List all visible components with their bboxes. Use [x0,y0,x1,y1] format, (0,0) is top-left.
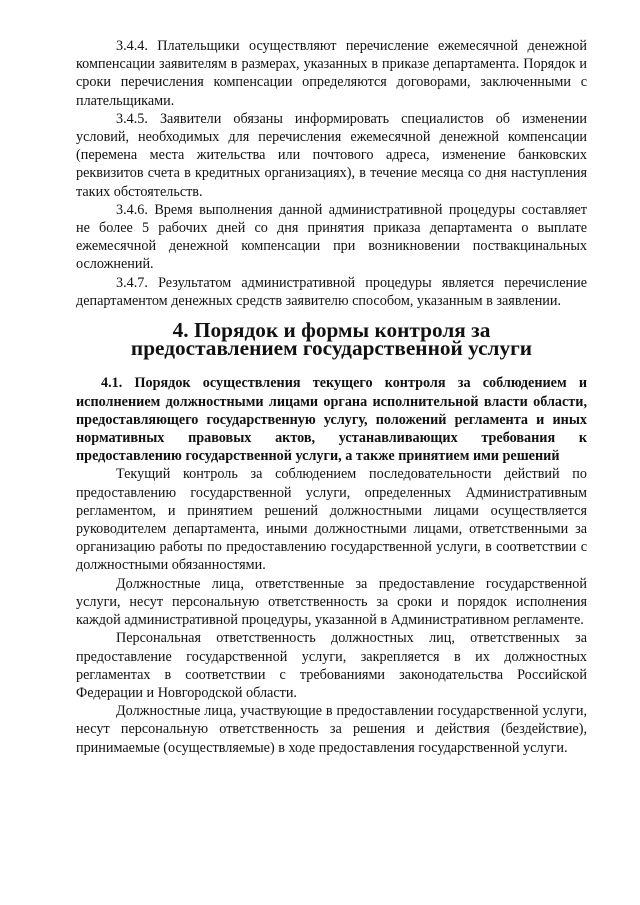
paragraph-participating-officials: Должностные лица, участвующие в предоставлении государственной услуги, несут персональную ответственность за решения и действия (бездействие), принимаемые (осуществляемые) в ходе предоставления государственной услуги. [76,703,587,756]
section-4-title [76,318,587,361]
paragraph-current-control: Текущий контроль за соблюдением последовательности действий по предоставлению государственной услуги, определенных Административным регламентом, и принятием решений должностными лицами осуществляется руководителем департамента, иными должностными лицами, ответственными за организацию работы по предоставлению государственной услуги, в соответствии с должностными обязанностями. [76,466,587,574]
section-4-title-line-1: 4. Порядок и формы контроля за [172,318,491,343]
paragraph-personal-responsibility: Персональная ответственность должностных лиц, ответственных за предоставление государственной услуги, закрепляется в их должностных регламентах в соответствии с требованиями законодательства Российской Федерации и Новгородской области. [76,630,587,701]
paragraph-3-4-5: 3.4.5. Заявители обязаны информировать специалистов об изменении условий, необходимых для перечисления ежемесячной денежной компенсации (перемена места жительства или почтового адреса, изменение банковских реквизитов счета в кредитных организациях), в течение месяца со дня наступления таких обстоятельств. [76,110,587,200]
paragraph-3-4-4: 3.4.4. Плательщики осуществляют перечисление ежемесячной денежной компенсации заявителям в размерах, указанных в приказе департамента. Порядок и сроки перечисления компенсации определяются договорами, заключенными с плательщиками. [76,38,587,109]
paragraph-3-4-7: 3.4.7. Результатом административной процедуры является перечисление департаментом денежных средств заявителю способом, указанным в заявлении. [76,274,587,309]
paragraph-officials-responsibility: Должностные лица, ответственные за предоставление государственной услуги, несут персональную ответственность за сроки и порядок исполнения каждой административной процедуры, указанной в Административном регламенте. [76,575,587,629]
section-4-title-line-2: предоставлением государственной услуги [130,336,533,361]
paragraph-3-4-6: 3.4.6. Время выполнения данной административной процедуры составляет не более 5 рабочих дней со дня принятия приказа департамента о выплате ежемесячной денежной компенсации при возникновении поствакцинальных осложнений. [76,201,587,273]
document-page [76,37,587,757]
subsection-4-1-title: 4.1. Порядок осуществления текущего контроля за соблюдением и исполнением должностными лицами органа исполнительной власти области, предоставляющего государственную услугу, положений регламента и иных нормативных правовых актов, устанавливающих требования к предоставлению государственной услуги, а также принятием ими решений [76,375,587,465]
